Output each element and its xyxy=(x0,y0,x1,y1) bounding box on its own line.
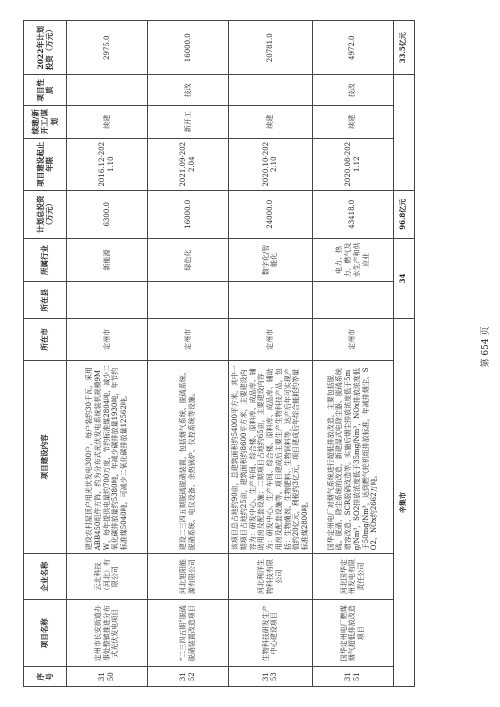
cell-city: 定州市 xyxy=(312,319,393,360)
table-row xyxy=(148,21,229,687)
cell-nature: 技改 xyxy=(312,75,393,105)
page-number: 第 654 页 xyxy=(481,326,491,368)
total-invest: 96.8亿元 xyxy=(393,190,414,238)
cell-status: 续建 xyxy=(312,105,393,138)
cell-no: 3150 xyxy=(67,667,148,687)
cell-industry: 电力、热力、燃气及水生产和供应业 xyxy=(312,238,393,282)
cell-status: 续建 xyxy=(67,105,148,138)
cell-period: 2020.08-2021.12 xyxy=(312,138,393,190)
cell-nature xyxy=(67,75,148,105)
cell-company: 河北旭阳能源有限公司 xyxy=(148,554,229,600)
total-plan2022: 33.5亿元 xyxy=(393,21,414,75)
column-header: 所在县 xyxy=(24,282,67,319)
cell-plan2022: 16000.0 xyxy=(148,21,229,75)
cell-company: 河北国华定州发电有限责任公司 xyxy=(312,554,393,600)
total-count: 34 xyxy=(393,238,414,319)
cell-name: 定州市长安街道办事处整镇推进分布式光伏发电项目 xyxy=(67,599,148,666)
cell-industry: 绿色化 xyxy=(148,238,229,282)
cell-no: 3152 xyxy=(148,667,229,687)
cell-content: 建设二三四五期脱硫脱硝装置，包括烟气系统、脱硫系统、脱硝系统、电仪设备、余热锅炉、仪控系统等设施。 xyxy=(148,360,229,554)
cell-period: 2020.10-2022.10 xyxy=(229,138,313,190)
cell-county xyxy=(148,282,229,319)
cell-content: 该项目总占地约90亩，总建筑面积约54000平方米，其中一期项目占地约25亩，建筑面积约8600平方米，主要建设内容为：研发中心、生产车间、综合楼、原料库、成品库、辅助用房及配套设施；二期项目占地约65亩，主要建设内容为：研发中心、生产车间、综合楼、原料库、成品库、辅助用房及配套设施等。项目建成后主要生产生物科技产品，包括：生物菌剂、生物肥料、生物饲料等，达产后年可实现产值约20亿元，利税约3亿元，项目建成后年综合能耗约等量标准煤2800吨。 xyxy=(229,360,313,554)
cell-plan2022: 4972.0 xyxy=(312,21,393,75)
total-label: 辛集市 xyxy=(393,319,414,687)
column-header: 计划总投资（万元） xyxy=(24,190,67,238)
cell-city: 定州市 xyxy=(229,319,313,360)
cell-invest: 24000.0 xyxy=(229,190,313,238)
cell-period: 2016.12-2021.10 xyxy=(67,138,148,190)
cell-period: 2021.09-2022.04 xyxy=(148,138,229,190)
cell-name: 生物科技研发生产中心建设项目 xyxy=(229,599,313,666)
cell-content: 建设农村屋顶户用光伏发电300户，每户装约30千瓦，采用ABB450组件方阵，约为分布式光伏发电系统装机规模9MW，每年提供电量约700万度，节约标准煤2804吨，减少二氧化碳排放量约5380吨，年减少碳排放量1930吨，年节约标准煤5040吨，可减少二氧化碳排放量12562吨。 xyxy=(67,360,148,554)
cell-invest: 16000.0 xyxy=(148,190,229,238)
table-row xyxy=(67,21,148,687)
cell-industry: 数字化/智能化 xyxy=(229,238,313,282)
cell-plan2022: 20781.0 xyxy=(229,21,313,75)
column-header: 序号 xyxy=(24,667,67,687)
table-row xyxy=(312,21,393,687)
column-header: 项目建设内容 xyxy=(24,360,67,554)
total-row xyxy=(393,21,414,687)
total-empty xyxy=(393,75,414,190)
cell-invest: 43418.0 xyxy=(312,190,393,238)
cell-plan2022: 2975.0 xyxy=(67,21,148,75)
cell-name: “二三四五期”脱硫脱硝装置改造项目 xyxy=(148,599,229,666)
column-header: 续建/新开工/谋划 xyxy=(24,105,67,138)
cell-no: 3153 xyxy=(229,667,313,687)
cell-company: 云北科技（河北）有限公司 xyxy=(67,554,148,600)
cell-nature: 技改 xyxy=(148,75,229,105)
cell-city: 定州市 xyxy=(148,319,229,360)
cell-county xyxy=(67,282,148,319)
cell-company: 河北利洋生物科技有限公司 xyxy=(229,554,313,600)
cell-county xyxy=(312,282,393,319)
cell-no: 3151 xyxy=(312,667,393,687)
project-table xyxy=(23,20,415,687)
cell-nature xyxy=(229,75,313,105)
cell-invest: 6300.0 xyxy=(67,190,148,238)
column-header: 项目建设起止年限 xyxy=(24,138,67,190)
column-header: 2022年计划投资（万元） xyxy=(24,21,67,75)
cell-county xyxy=(229,282,313,319)
column-header: 所在市 xyxy=(24,319,67,360)
cell-status: 续建 xyxy=(229,105,313,138)
cell-name: 国华定州电厂燃煤烟气超低排放改造项目 xyxy=(312,599,393,666)
cell-content: 国华定州电厂对烟气系统进行超低排放改造，主要包括脱硫、脱硝、除尘系统的改造，新建湿式电除尘器、脱硫系统增容改造、SCR脱硝改造等。实施后烟尘排放浓度低于5mg/Nm³，SO2排放浓度低于35mg/Nm³，NOx排放浓度低于50mg/Nm³，达到燃气轮机组排放标准，年减排烟尘、SO2、NOx约2662万吨。 xyxy=(312,360,393,554)
column-header: 项目名称 xyxy=(24,599,67,666)
cell-status: 新开工 xyxy=(148,105,229,138)
table-row xyxy=(229,21,313,687)
column-header: 项目性质 xyxy=(24,75,67,105)
cell-industry: 新能源 xyxy=(67,238,148,282)
cell-city: 定州市 xyxy=(67,319,148,360)
column-header: 企业名称 xyxy=(24,554,67,600)
column-header: 所属行业 xyxy=(24,238,67,282)
